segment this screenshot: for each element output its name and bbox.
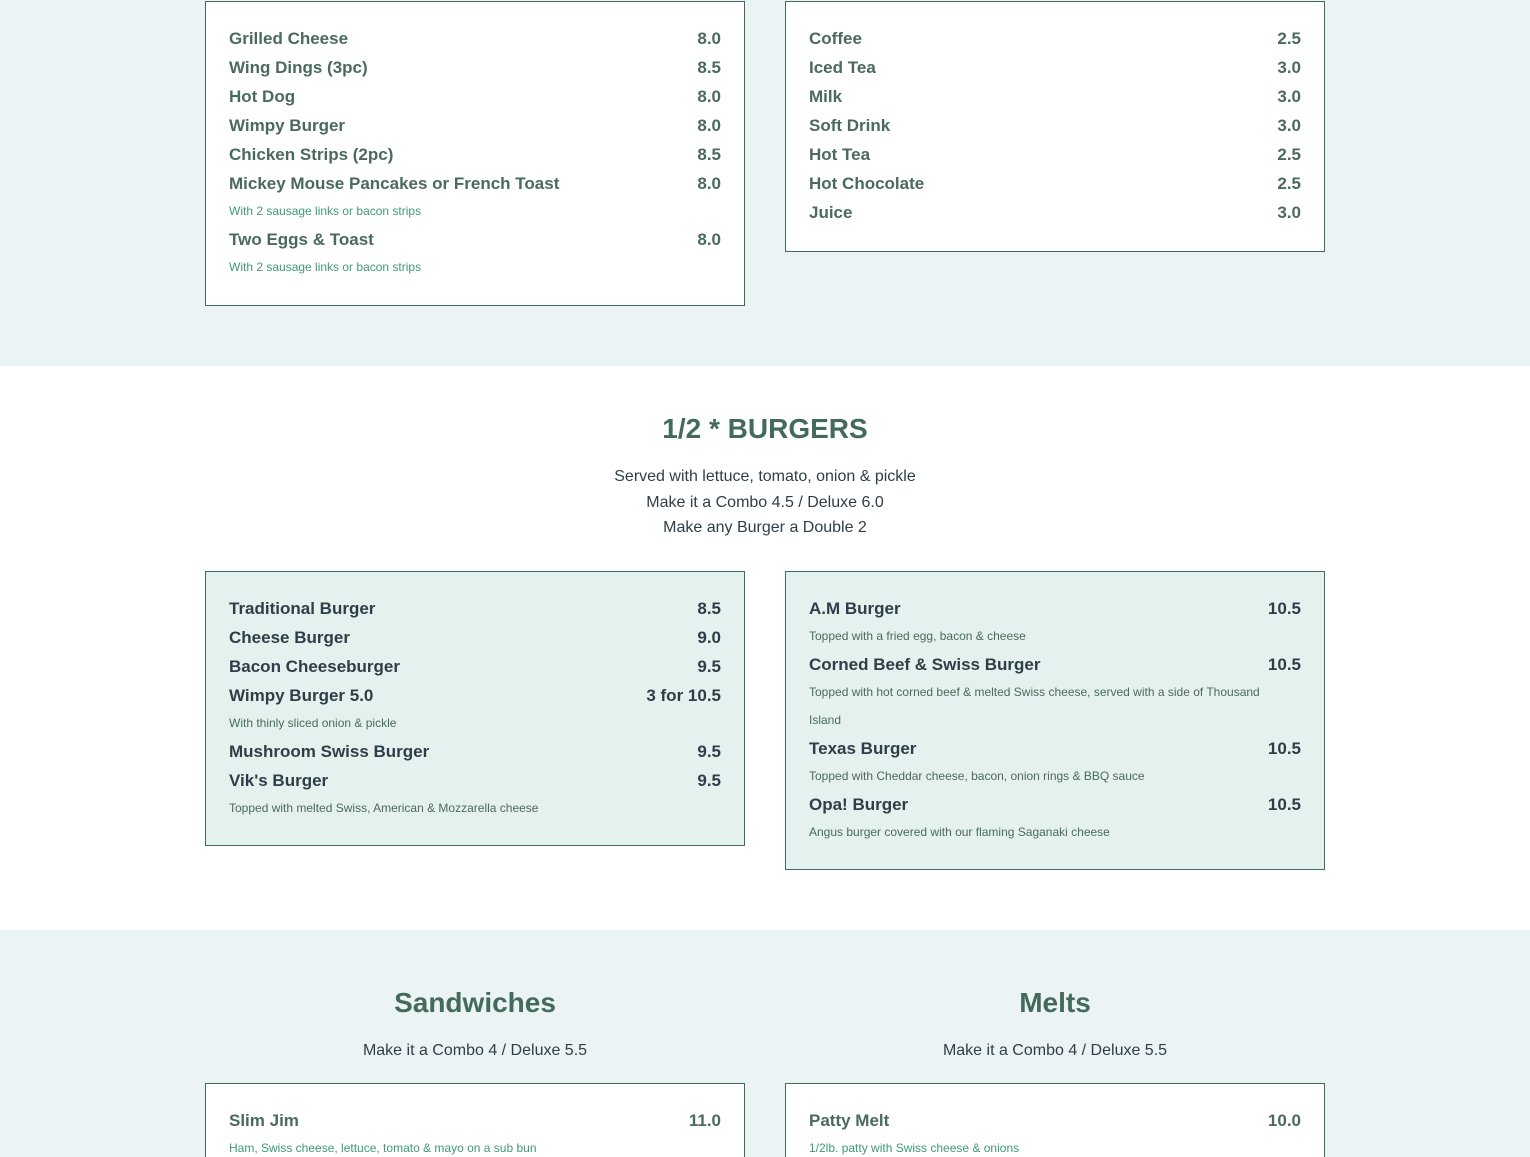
item-name: Grilled Cheese <box>229 28 349 48</box>
item-price: 9.0 <box>697 627 721 647</box>
item-description: Angus burger covered with our flaming Saganaki cheese <box>809 825 1110 839</box>
item-price: 3.0 <box>1277 115 1301 135</box>
menu-item <box>809 140 1301 169</box>
menu-item <box>229 766 721 795</box>
melts-note: Make it a Combo 4 / Deluxe 5.5 <box>942 1042 1168 1059</box>
item-price: 2.5 <box>1277 28 1301 48</box>
item-price: 8.5 <box>697 144 721 164</box>
item-price: 8.0 <box>697 229 721 249</box>
item-price: 8.5 <box>697 598 721 618</box>
item-price: 3 for 10.5 <box>646 685 721 705</box>
menu-item <box>229 24 721 53</box>
burgers-notes <box>0 464 1530 541</box>
menu-item <box>229 111 721 140</box>
item-price: 11.0 <box>688 1110 721 1130</box>
item-price: 10.5 <box>1267 598 1301 618</box>
item-name: Soft Drink <box>809 115 891 135</box>
item-name: Juice <box>809 202 853 222</box>
item-name: Bacon Cheeseburger <box>229 656 400 676</box>
menu-item <box>809 790 1301 819</box>
item-name: Wimpy Burger 5.0 <box>229 685 374 705</box>
item-price: 10.0 <box>1267 1110 1301 1130</box>
menu-item <box>229 140 721 169</box>
item-name: Hot Tea <box>809 144 871 164</box>
menu-item <box>809 82 1301 111</box>
item-price: 8.0 <box>697 28 721 48</box>
item-name: A.M Burger <box>809 598 901 618</box>
item-name: Chicken Strips (2pc) <box>229 144 394 164</box>
menu-item <box>229 1106 721 1135</box>
sandwiches-note: Make it a Combo 4 / Deluxe 5.5 <box>362 1042 588 1059</box>
item-description: Topped with a fried egg, bacon & cheese <box>809 629 1026 643</box>
item-description: With 2 sausage links or bacon strips <box>229 260 422 274</box>
item-name: Corned Beef & Swiss Burger <box>809 654 1041 674</box>
item-name: Two Eggs & Toast <box>229 229 374 249</box>
burgers-title: 1/2 * BURGERS <box>662 413 868 444</box>
melts-title: Melts <box>1019 987 1091 1018</box>
item-price: 10.5 <box>1267 738 1301 758</box>
item-price: 9.5 <box>697 770 721 790</box>
item-name: Traditional Burger <box>229 598 376 618</box>
item-price: 9.5 <box>697 656 721 676</box>
menu-item <box>229 53 721 82</box>
burgers-note: Served with lettuce, tomato, onion & pickle <box>614 468 916 485</box>
menu-item <box>229 82 721 111</box>
item-price: 8.5 <box>697 57 721 77</box>
menu-item <box>229 623 721 652</box>
menu-item <box>809 1106 1301 1135</box>
sandwiches-title: Sandwiches <box>394 987 556 1018</box>
menu-item <box>809 594 1301 623</box>
menu-item <box>809 169 1301 198</box>
item-name: Mushroom Swiss Burger <box>229 741 430 761</box>
item-description: With 2 sausage links or bacon strips <box>229 204 422 218</box>
item-price: 2.5 <box>1277 144 1301 164</box>
item-name: Mickey Mouse Pancakes or French Toast <box>229 173 560 193</box>
sandwiches-card <box>205 1083 745 1157</box>
item-name: Hot Dog <box>229 86 296 106</box>
item-name: Slim Jim <box>229 1110 299 1130</box>
menu-item <box>229 225 721 254</box>
menu-item <box>809 24 1301 53</box>
item-name: Milk <box>809 86 843 106</box>
item-name: Opa! Burger <box>809 794 909 814</box>
item-name: Patty Melt <box>809 1110 890 1130</box>
menu-item <box>809 198 1301 227</box>
kids-menu-card <box>205 1 745 306</box>
item-price: 8.0 <box>697 173 721 193</box>
item-name: Wimpy Burger <box>229 115 346 135</box>
item-name: Iced Tea <box>809 57 876 77</box>
item-price: 8.0 <box>697 86 721 106</box>
item-price: 9.5 <box>697 741 721 761</box>
menu-item <box>809 650 1301 679</box>
item-name: Hot Chocolate <box>809 173 925 193</box>
drinks-card <box>785 1 1325 252</box>
menu-item <box>229 737 721 766</box>
item-description: 1/2lb. patty with Swiss cheese & onions <box>809 1141 1020 1155</box>
menu-item <box>809 53 1301 82</box>
burgers-note: Make any Burger a Double 2 <box>663 519 867 536</box>
item-description: Topped with melted Swiss, American & Mozzarella cheese <box>229 801 539 815</box>
item-description: Topped with Cheddar cheese, bacon, onion rings & BBQ sauce <box>809 769 1145 783</box>
item-price: 10.5 <box>1267 654 1301 674</box>
item-name: Coffee <box>809 28 862 48</box>
item-price: 3.0 <box>1277 202 1301 222</box>
melts-card <box>785 1083 1325 1157</box>
menu-item <box>809 111 1301 140</box>
item-name: Texas Burger <box>809 738 917 758</box>
burgers-note: Make it a Combo 4.5 / Deluxe 6.0 <box>646 493 884 511</box>
item-price: 3.0 <box>1277 86 1301 106</box>
item-description: Topped with hot corned beef & melted Swiss cheese, served with a side of Thousand Island <box>809 685 1260 727</box>
item-name: Vik's Burger <box>229 770 329 790</box>
menu-item <box>229 169 721 198</box>
item-price: 8.0 <box>697 115 721 135</box>
item-price: 3.0 <box>1277 57 1301 77</box>
burgers-right-card <box>785 571 1325 870</box>
menu-item <box>229 594 721 623</box>
item-name: Wing Dings (3pc) <box>229 57 368 77</box>
item-description: Ham, Swiss cheese, lettuce, tomato & mayo on a sub bun <box>229 1141 537 1155</box>
item-price: 10.5 <box>1267 794 1301 814</box>
item-price: 2.5 <box>1277 173 1301 193</box>
burgers-left-card <box>205 571 745 846</box>
menu-item <box>229 681 721 710</box>
menu-item <box>229 652 721 681</box>
item-description: With thinly sliced onion & pickle <box>229 716 397 730</box>
menu-item <box>809 734 1301 763</box>
item-name: Cheese Burger <box>229 627 350 647</box>
